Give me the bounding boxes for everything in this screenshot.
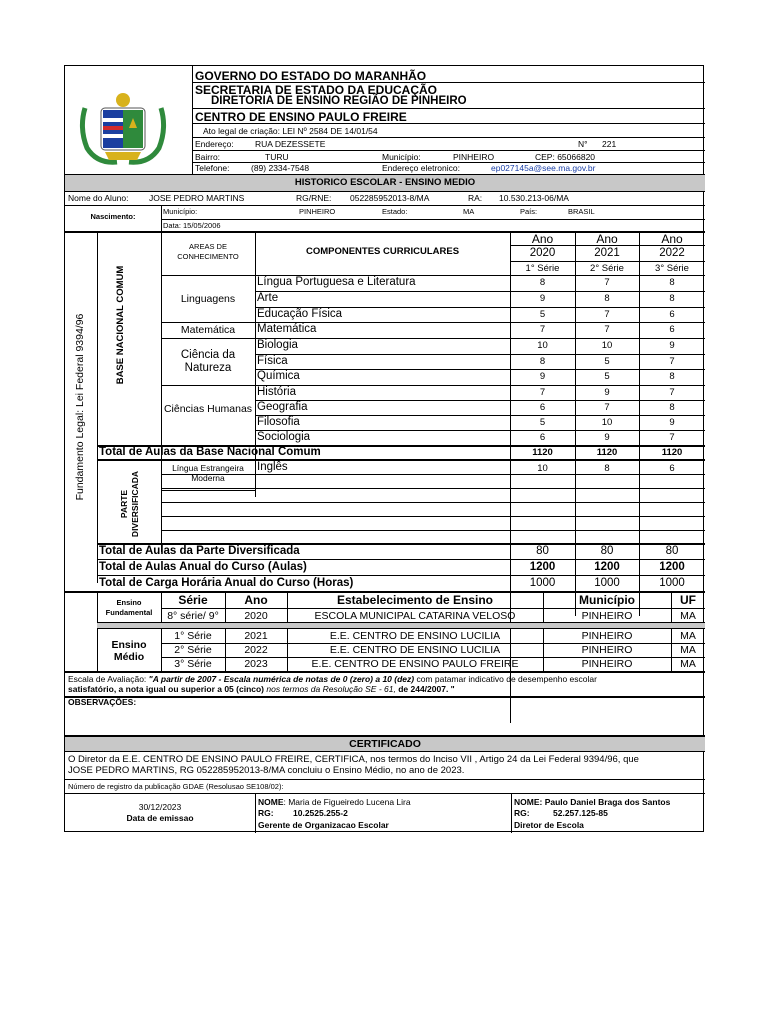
nascimento-label: Nascimento: bbox=[90, 212, 136, 221]
grade-cell: 8 bbox=[669, 402, 675, 413]
grade-cell: 7 bbox=[604, 277, 610, 288]
total-anual-label: Total de Aulas Anual do Curso (Aulas) bbox=[99, 561, 307, 573]
state-coat-of-arms bbox=[77, 88, 169, 168]
medio-mun: PINHEIRO bbox=[581, 630, 633, 642]
grade-cell: 6 bbox=[669, 309, 675, 320]
ato-legal: Ato legal de criação: LEI Nº 2584 DE 14/01/54 bbox=[203, 126, 378, 136]
carga-2022: 1000 bbox=[659, 577, 685, 589]
escala-part4: nos termos da Resolução SE - 61, bbox=[264, 684, 396, 694]
ensino-fundamental-label: Ensino Fundamental bbox=[105, 598, 153, 617]
year-2021: 2021 bbox=[594, 247, 620, 259]
area-ciencia-natureza: Ciência da Natureza bbox=[180, 349, 236, 374]
medio-serie: 1° Série bbox=[174, 630, 212, 642]
subject-name: Química bbox=[257, 370, 300, 382]
bairro-label: Bairro: bbox=[195, 152, 221, 162]
total-base-2022: 1120 bbox=[661, 447, 683, 458]
nome-value: JOSE PEDRO MARTINS bbox=[149, 193, 245, 203]
email-link[interactable]: ep027145a@see.ma.gov.br bbox=[491, 163, 596, 173]
medio-ano: 2021 bbox=[244, 630, 268, 642]
subject-name: História bbox=[257, 386, 296, 398]
grade-cell: 8 bbox=[604, 293, 610, 304]
grade-cell: 7 bbox=[669, 356, 675, 367]
rg-label: RG/RNE: bbox=[296, 193, 332, 203]
nome-label: Nome do Aluno: bbox=[68, 193, 129, 203]
grade-cell: 5 bbox=[539, 309, 546, 320]
rg-value: 052285952013-8/MA bbox=[350, 193, 430, 203]
serie-3: 3° Série bbox=[655, 263, 689, 274]
ensino-medio-label: Ensino Médio bbox=[111, 639, 147, 663]
serie-header: Série bbox=[178, 593, 208, 607]
subject-name: Física bbox=[257, 355, 288, 367]
sign2-nome-label: NOME bbox=[514, 797, 540, 807]
grade-cell: 9 bbox=[539, 371, 546, 382]
grade-cell: 10 bbox=[601, 417, 613, 428]
medio-uf: MA bbox=[680, 644, 696, 656]
numero-label: N° bbox=[578, 139, 588, 149]
sign1-nome-value: : Maria de Figueiredo Lucena Lira bbox=[283, 797, 411, 807]
total-div-label: Total de Aulas da Parte Diversificada bbox=[99, 545, 300, 557]
grade-cell: 8 bbox=[669, 277, 675, 288]
escala-part1: "A partir de 2007 - Escala numérica de notas de 0 (zero) a 10 (dez) bbox=[148, 674, 415, 684]
grade-cell: 10 bbox=[537, 340, 548, 351]
sign1-rg-value: 10.2525.255-2 bbox=[293, 808, 348, 818]
subject-name: Biologia bbox=[257, 339, 298, 351]
estabelecimento-header: Estabelecimento de Ensino bbox=[336, 593, 494, 607]
escala-avaliacao bbox=[68, 674, 702, 694]
endereco-label: Endereço: bbox=[195, 139, 234, 149]
municipio-label: Município: bbox=[382, 152, 421, 162]
grade-cell: 8 bbox=[539, 277, 546, 288]
email-label: Endereço eletronico: bbox=[382, 163, 460, 173]
grade-cell: 7 bbox=[539, 324, 546, 335]
componentes-header: COMPONENTES CURRICULARES bbox=[305, 246, 460, 257]
total-div-2022: 80 bbox=[665, 545, 679, 557]
medio-estab: E.E. CENTRO DE ENSINO LUCILIA bbox=[329, 644, 501, 656]
municipio-value: PINHEIRO bbox=[453, 152, 495, 162]
grade-cell: 9 bbox=[604, 387, 610, 398]
total-anual-2020: 1200 bbox=[529, 561, 556, 573]
sign1-nome bbox=[258, 798, 411, 807]
numero-value: 221 bbox=[602, 139, 617, 149]
observacoes-label: OBSERVAÇÕES: bbox=[68, 697, 137, 707]
area-lingua-estrangeira: Língua Estrangeira Moderna bbox=[172, 463, 244, 483]
medio-serie: 3° Série bbox=[174, 658, 212, 670]
telefone-value: (89) 2334-7548 bbox=[251, 163, 310, 173]
grade-cell: 5 bbox=[604, 371, 610, 382]
header-school-name: CENTRO DE ENSINO PAULO FREIRE bbox=[195, 110, 407, 124]
sign2-cargo: Diretor de Escola bbox=[514, 820, 584, 830]
carga-2020: 1000 bbox=[529, 577, 556, 589]
escala-part3: satisfatório, a nota igual ou superior a 05 (cinco) bbox=[68, 684, 265, 694]
subject-name: Sociologia bbox=[257, 431, 311, 443]
subject-name: Língua Portuguesa e Literatura bbox=[257, 276, 416, 288]
sign1-rg-label: RG: bbox=[258, 808, 274, 818]
subject-name: Geografia bbox=[257, 401, 308, 413]
pais-value: BRASIL bbox=[568, 207, 595, 216]
registro-publicacao: Número de registro da publicação GDAE (Resolusao SE108/02): bbox=[68, 782, 284, 791]
medio-estab: E.E. CENTRO DE ENSINO PAULO FREIRE bbox=[311, 658, 519, 670]
medio-mun: PINHEIRO bbox=[581, 658, 633, 670]
medio-uf: MA bbox=[680, 630, 696, 642]
ra-value: 10.530.213-06/MA bbox=[499, 193, 569, 203]
sign2-rg-label: RG: bbox=[514, 808, 530, 818]
fundamento-legal: Fundamento Legal: Lei Federal 9394/96 bbox=[74, 313, 86, 501]
fund-serie: 8° série/ 9° bbox=[167, 610, 219, 622]
ingles-2021: 8 bbox=[604, 463, 610, 474]
carga-2021: 1000 bbox=[594, 577, 620, 589]
grade-cell: 10 bbox=[601, 340, 613, 351]
year-2020: 2020 bbox=[529, 247, 556, 259]
grade-cell: 7 bbox=[604, 324, 610, 335]
birth-date: Data: 15/05/2006 bbox=[163, 221, 221, 230]
grade-cell: 8 bbox=[669, 293, 675, 304]
medio-ano: 2023 bbox=[244, 658, 268, 670]
grade-cell: 6 bbox=[539, 432, 546, 443]
ano-label-1: Ano bbox=[531, 232, 554, 246]
grade-cell: 9 bbox=[604, 432, 610, 443]
header-diretoria: DIRETORIA DE ENSINO REGIÃO DE PINHEIRO bbox=[211, 95, 467, 107]
certificado-title: CERTIFICADO bbox=[349, 738, 421, 750]
area-ciencias-humanas: Ciências Humanas bbox=[163, 403, 253, 415]
sign2-rg-value: 52.257.125-85 bbox=[553, 808, 608, 818]
grade-cell: 7 bbox=[539, 387, 546, 398]
pais-label: País: bbox=[520, 207, 538, 216]
fund-estab: ESCOLA MUNICIPAL CATARINA VELOSO bbox=[314, 610, 516, 622]
ano-label-2: Ano bbox=[596, 232, 618, 246]
grade-cell: 8 bbox=[539, 356, 546, 367]
grade-cell: 6 bbox=[669, 324, 675, 335]
header-secretaria: SECRETARIA DE ESTADO DA EDUCAÇÃO bbox=[195, 83, 438, 97]
base-nacional-label: BASE NACIONAL COMUM bbox=[115, 265, 126, 385]
sign1-nome-label: NOME bbox=[258, 797, 284, 807]
grade-cell: 7 bbox=[604, 402, 610, 413]
grade-cell: 9 bbox=[669, 417, 675, 428]
estado-label: Estado: bbox=[382, 207, 408, 216]
serie-2: 2° Série bbox=[590, 263, 624, 274]
grade-cell: 9 bbox=[669, 340, 675, 351]
subject-name: Filosofia bbox=[257, 416, 300, 428]
historico-document bbox=[64, 65, 704, 832]
grade-cell: 8 bbox=[669, 371, 675, 382]
total-base-label: Total de Aulas da Base Nacional Comum bbox=[99, 446, 321, 458]
emissao-date: 30/12/2023 bbox=[138, 802, 182, 812]
ra-label: RA: bbox=[468, 193, 483, 203]
escala-label: Escala de Avaliação: bbox=[68, 674, 147, 684]
medio-estab: E.E. CENTRO DE ENSINO LUCILIA bbox=[329, 630, 501, 642]
total-base-2021: 1120 bbox=[596, 447, 618, 458]
carga-label: Total de Carga Horária Anual do Curso (Horas) bbox=[99, 577, 354, 589]
fund-uf: MA bbox=[680, 610, 696, 622]
sign2-nome-value: : Paulo Daniel Braga dos Santos bbox=[539, 797, 671, 807]
document-title: HISTORICO ESCOLAR - ENSINO MEDIO bbox=[294, 177, 476, 188]
subject-name: Matemática bbox=[257, 323, 317, 335]
serie-1: 1° Série bbox=[525, 263, 560, 274]
sign1-cargo: Gerente de Organizacao Escolar bbox=[258, 820, 389, 830]
grade-cell: 5 bbox=[604, 356, 610, 367]
grade-cell: 6 bbox=[539, 402, 546, 413]
total-div-2020: 80 bbox=[536, 545, 549, 557]
medio-mun: PINHEIRO bbox=[581, 644, 633, 656]
bairro-value: TURU bbox=[265, 152, 289, 162]
total-base-2020: 1120 bbox=[532, 447, 553, 458]
uf-header: UF bbox=[680, 593, 696, 607]
escala-part5: de 244/2007. " bbox=[395, 684, 455, 694]
fund-ano: 2020 bbox=[244, 610, 268, 622]
total-anual-2022: 1200 bbox=[659, 561, 685, 573]
birth-municipio-label: Município: bbox=[163, 207, 198, 216]
subject-ingles: Inglês bbox=[257, 461, 288, 473]
municipio-header: Município bbox=[579, 593, 635, 607]
cep-label: CEP: 65066820 bbox=[535, 152, 596, 162]
endereco-value: RUA DEZESSETE bbox=[255, 139, 326, 149]
ingles-2020: 10 bbox=[537, 463, 548, 474]
medio-serie: 2° Série bbox=[174, 644, 212, 656]
ano-header: Ano bbox=[244, 593, 268, 607]
estado-value: MA bbox=[463, 207, 475, 216]
parte-diversificada-label: PARTE DIVERSIFICADA bbox=[119, 470, 140, 538]
medio-uf: MA bbox=[680, 658, 696, 670]
total-anual-2021: 1200 bbox=[594, 561, 620, 573]
grade-cell: 7 bbox=[604, 309, 610, 320]
emissao-label: Data de emissao bbox=[126, 813, 194, 823]
telefone-label: Telefone: bbox=[195, 163, 230, 173]
birth-municipio-value: PINHEIRO bbox=[299, 207, 336, 216]
subject-name: Educação Física bbox=[257, 308, 343, 320]
ano-label-3: Ano bbox=[661, 232, 683, 246]
grade-cell: 7 bbox=[669, 432, 675, 443]
grade-cell: 5 bbox=[539, 417, 546, 428]
subject-name: Arte bbox=[257, 292, 279, 304]
header-government: GOVERNO DO ESTADO DO MARANHÃO bbox=[195, 69, 427, 83]
ingles-2022: 6 bbox=[669, 463, 675, 474]
medio-ano: 2022 bbox=[244, 644, 268, 656]
grade-cell: 9 bbox=[539, 293, 546, 304]
grade-cell: 7 bbox=[669, 387, 675, 398]
area-matematica: Matemática bbox=[180, 324, 236, 336]
year-2022: 2022 bbox=[659, 247, 685, 259]
sign2-nome bbox=[514, 798, 670, 807]
areas-header: AREAS DE CONHECIMENTO bbox=[177, 242, 239, 261]
area-linguagens: Linguagens bbox=[180, 293, 236, 305]
escala-part2: com patamar indicativo de desempenho escolar bbox=[414, 674, 597, 684]
certificado-line2: JOSE PEDRO MARTINS, RG 052285952013-8/MA concluiu o Ensino Médio, no ano de 2023. bbox=[68, 765, 465, 776]
certificado-line1: O Diretor da E.E. CENTRO DE ENSINO PAULO FREIRE, CERTIFICA, nos termos do Inciso VII , Artigo 24 da Lei Federal 9394/96, que bbox=[68, 754, 639, 765]
total-div-2021: 80 bbox=[600, 545, 614, 557]
fund-municipio: PINHEIRO bbox=[581, 610, 633, 622]
